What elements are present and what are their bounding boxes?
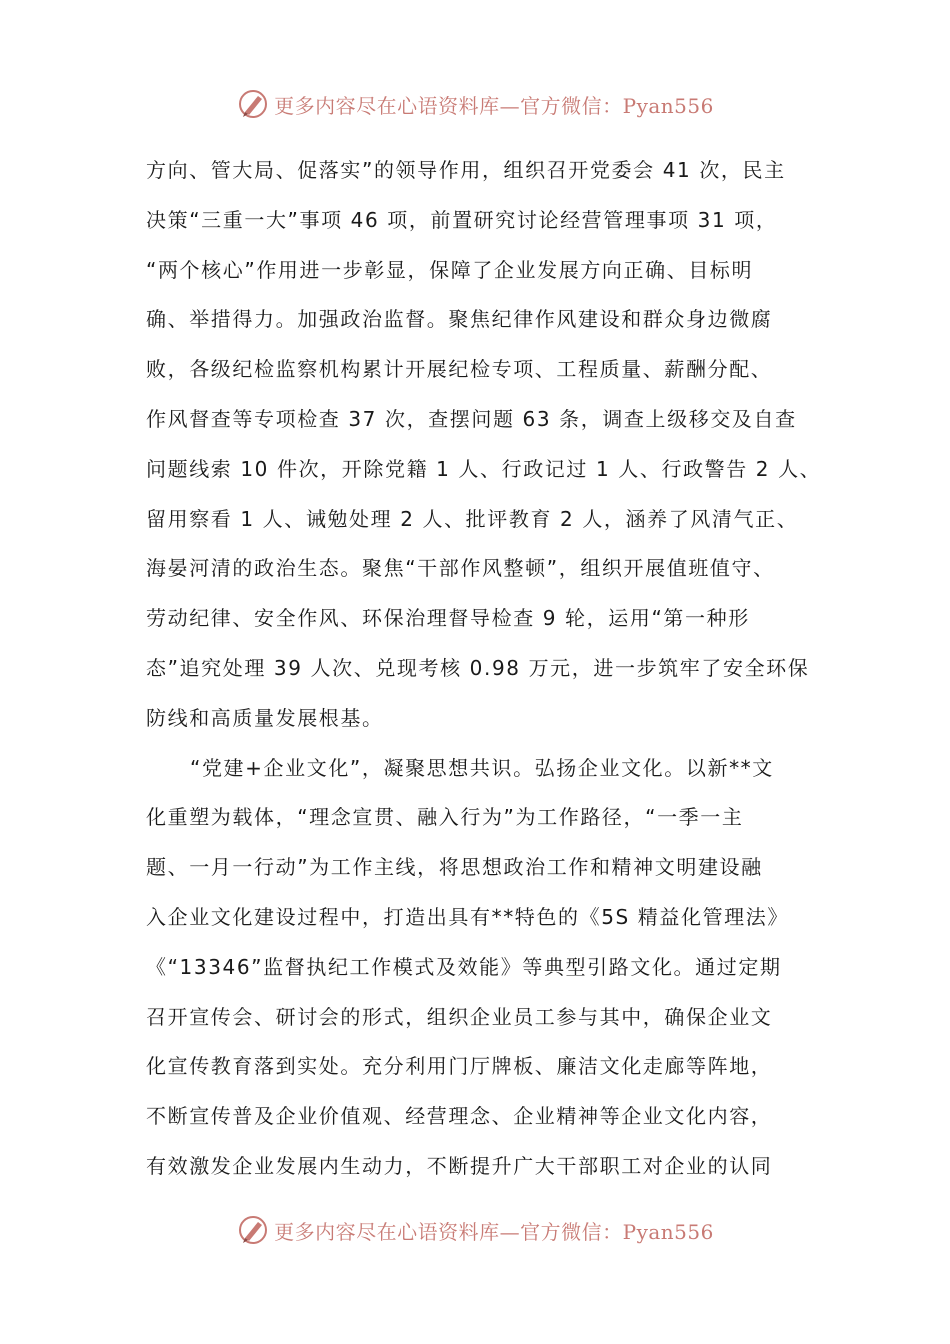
- text-line: 劳动纪律、安全作风、环保治理督导检查 9 轮，运用“第一种形: [146, 606, 750, 631]
- pen-logo-icon: [236, 87, 270, 121]
- text-line: 入企业文化建设过程中，打造出具有**特色的《5S 精益化管理法》: [146, 904, 789, 929]
- paragraph-start-line: “党建+企业文化”，凝聚思想共识。弘扬企业文化。以新**文: [190, 755, 774, 780]
- text-line: 题、一月一行动”为工作主线，将思想政治工作和精神文明建设融: [146, 855, 763, 880]
- text-line: 《“13346”监督执纪工作模式及效能》等典型引路文化。通过定期: [146, 954, 782, 979]
- text-line: 召开宣传会、研讨会的形式，组织企业员工参与其中，确保企业文: [146, 1004, 773, 1029]
- text-line: 态”追究处理 39 人次、兑现考核 0.98 万元，进一步筑牢了安全环保: [146, 655, 810, 680]
- footer-watermark-text: 更多内容尽在心语资料库—官方微信：Pyan556: [274, 1219, 714, 1244]
- text-line: 问题线索 10 件次，开除党籍 1 人、行政记过 1 人、行政警告 2 人、: [146, 456, 822, 481]
- text-line: 败，各级纪检监察机构累计开展纪检专项、工程质量、薪酬分配、: [146, 357, 773, 382]
- header-watermark-text: 更多内容尽在心语资料库—官方微信：Pyan556: [274, 93, 714, 118]
- pen-logo-icon: [236, 1213, 270, 1247]
- text-line: 作风督查等专项检查 37 次，查摆问题 63 条，调查上级移交及自查: [146, 406, 797, 431]
- text-line: 不断宣传普及企业价值观、经营理念、企业精神等企业文化内容，: [146, 1104, 773, 1129]
- text-line: 决策“三重一大”事项 46 项，前置研究讨论经营管理事项 31 项，: [146, 207, 778, 232]
- header-watermark: [0, 84, 950, 124]
- text-line: 方向、管大局、促落实”的领导作用，组织召开党委会 41 次，民主: [146, 158, 786, 182]
- text-line: 防线和高质量发展根基。: [146, 705, 384, 730]
- text-line: 化重塑为载体，“理念宣贯、融入行为”为工作路径，“一季一主: [146, 805, 744, 830]
- text-line: 有效激发企业发展内生动力，不断提升广大干部职工对企业的认同: [146, 1153, 773, 1178]
- text-line: 化宣传教育落到实处。充分利用门厅牌板、廉洁文化走廊等阵地，: [146, 1054, 773, 1079]
- text-line: 留用察看 1 人、诫勉处理 2 人、批评教育 2 人，涵养了风清气正、: [146, 506, 799, 531]
- text-line: “两个核心”作用进一步彰显，保障了企业发展方向正确、目标明: [146, 257, 754, 282]
- text-line: 确、举措得力。加强政治监督。聚焦纪律作风建设和群众身边微腐: [146, 307, 773, 332]
- document-body: [146, 146, 822, 1192]
- text-line: 海晏河清的政治生态。聚焦“干部作风整顿”，组织开展值班值守、: [146, 556, 775, 581]
- footer-watermark: [0, 1210, 950, 1250]
